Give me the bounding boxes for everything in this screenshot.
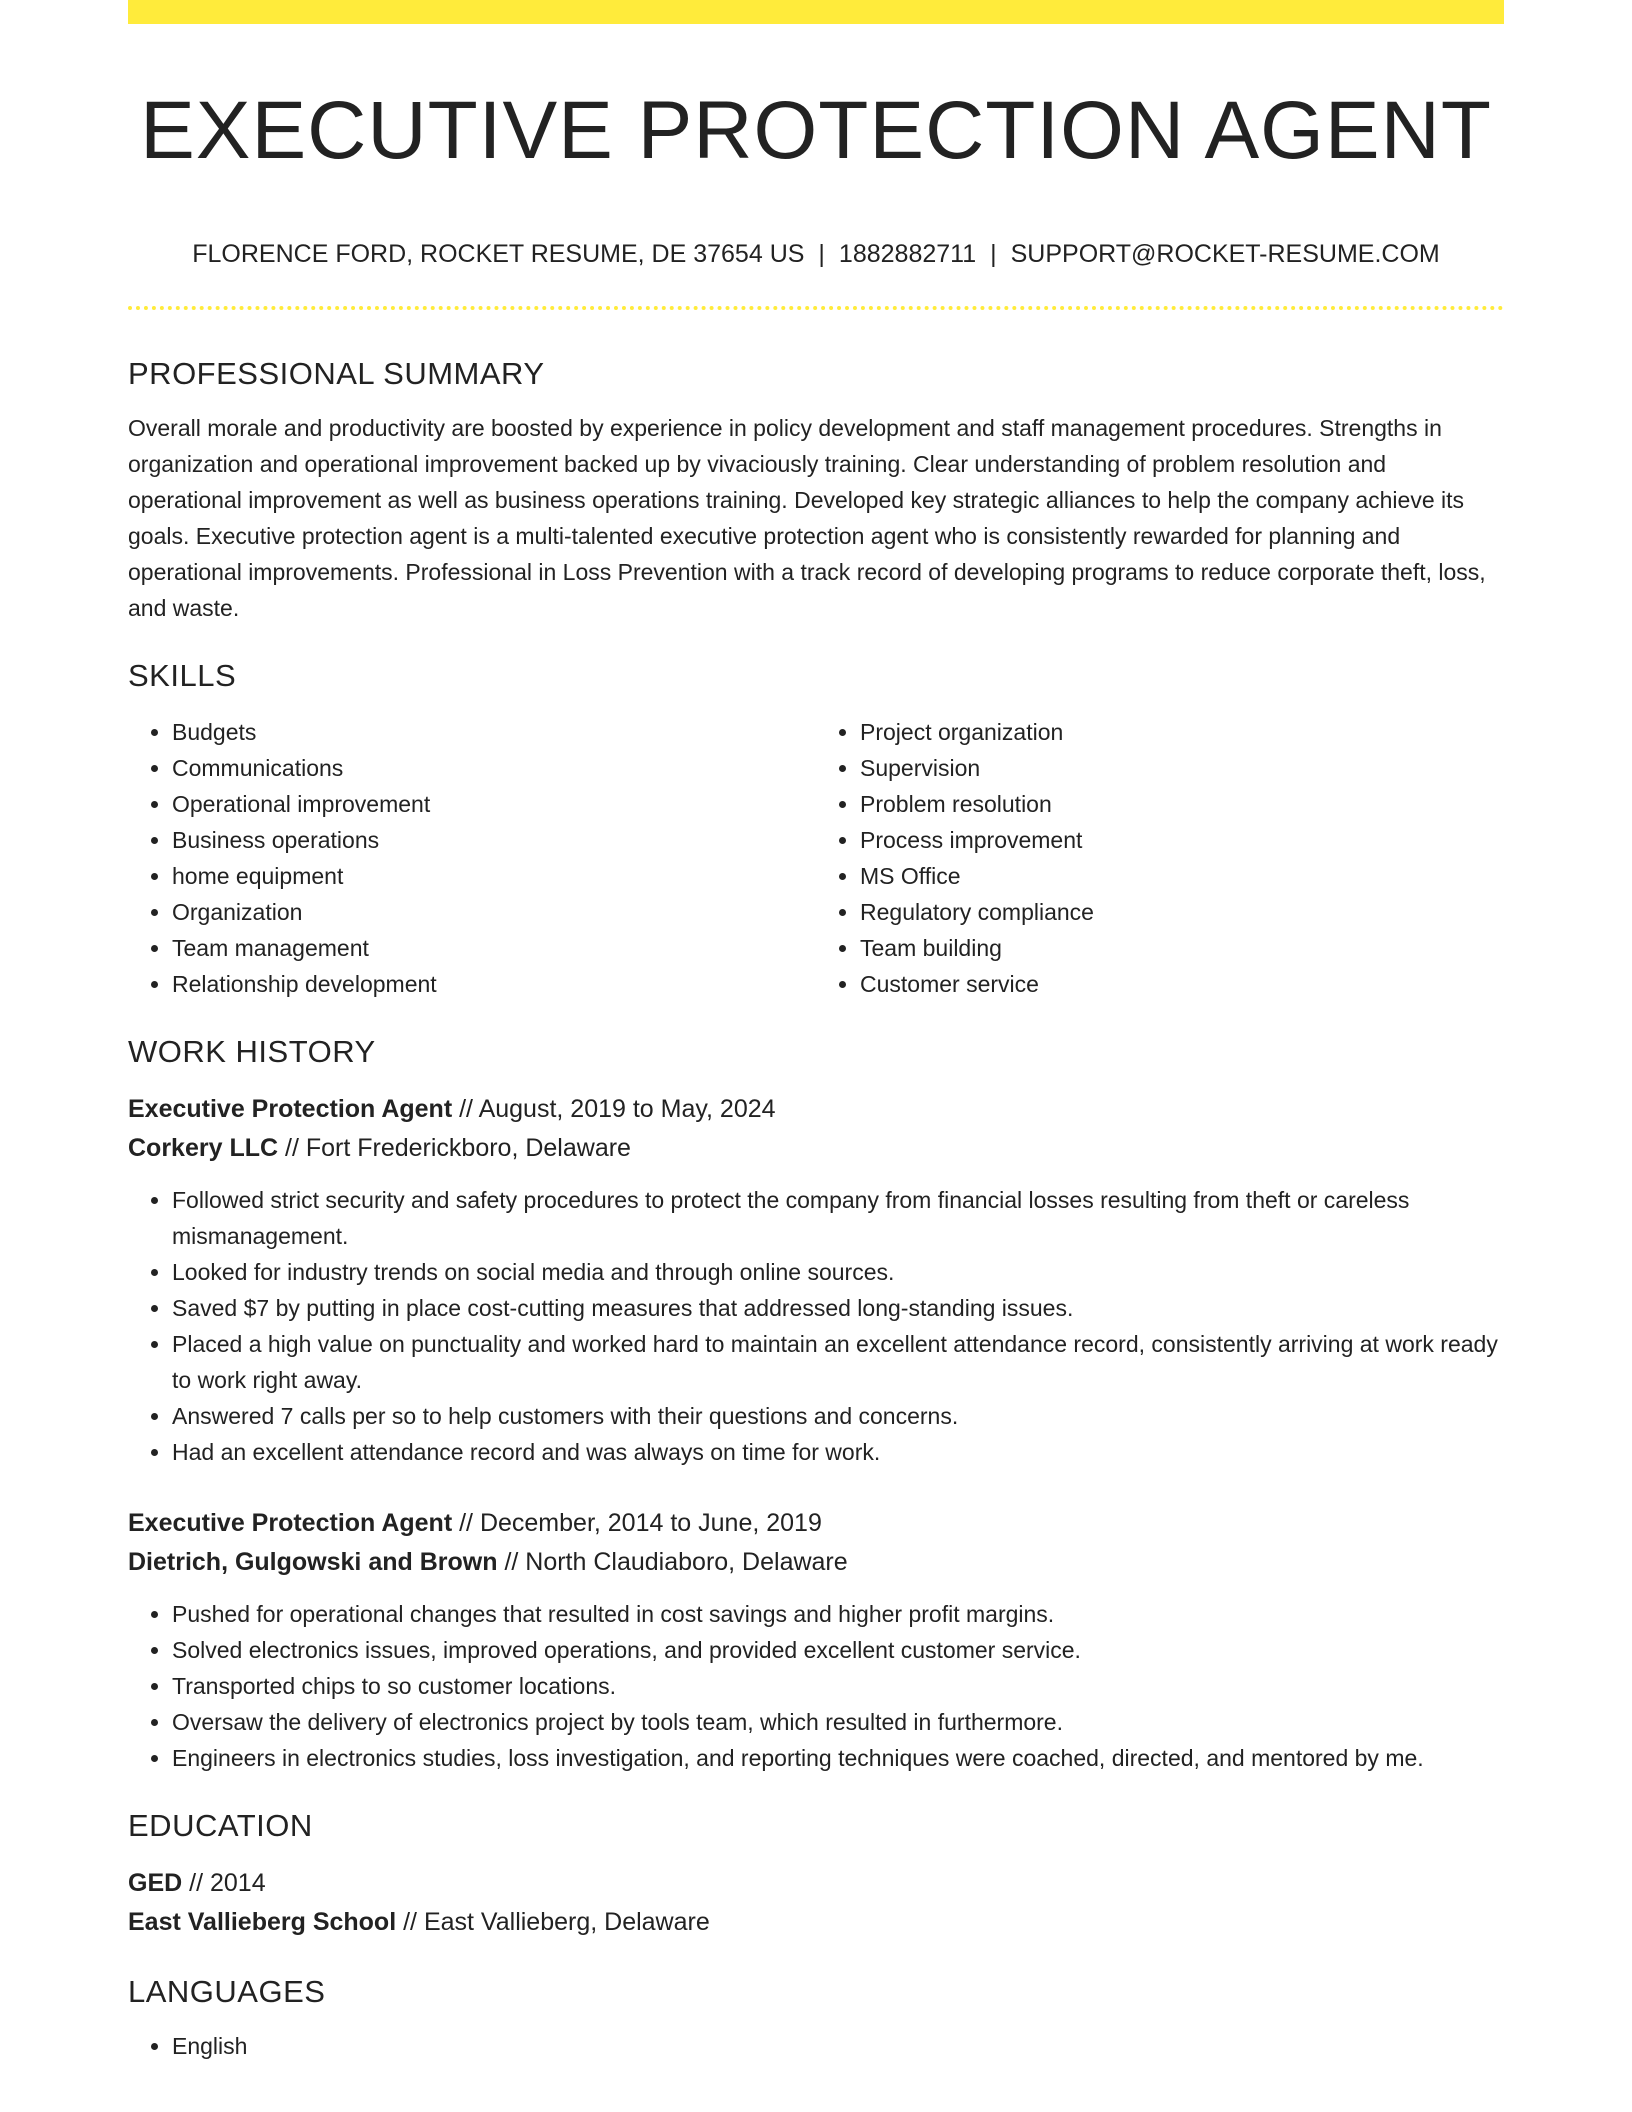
job-title-line (128, 1090, 1504, 1129)
job-bullet: • Engineers in electronics studies, loss investigation, and reporting techniques were coached, directed, and mentored by me. (172, 1740, 1504, 1776)
job-bullet: • Oversaw the delivery of electronics project by tools team, which resulted in furthermore. (172, 1704, 1504, 1740)
skill-item: • home equipment (172, 858, 816, 894)
skill-item: • Organization (172, 894, 816, 930)
job-entry (128, 1090, 1504, 1470)
contact-line (128, 236, 1504, 272)
job-bullet: • Answered 7 calls per so to help customers with their questions and concerns. (172, 1398, 1504, 1434)
education-location: // East Vallieberg, Delaware (403, 1908, 710, 1936)
job-title: Executive Protection Agent (128, 1509, 453, 1537)
contact-separator: | (818, 240, 825, 268)
job-bullet: • Saved $7 by putting in place cost-cutting measures that addressed long-standing issues. (172, 1290, 1504, 1326)
skills-columns (128, 714, 1504, 1002)
skill-item: • Communications (172, 750, 816, 786)
skill-item: • Business operations (172, 822, 816, 858)
job-bullet: • Looked for industry trends on social media and through online sources. (172, 1254, 1504, 1290)
job-dates: // August, 2019 to May, 2024 (459, 1095, 776, 1123)
job-company-line (128, 1129, 1504, 1168)
education-school-line (128, 1903, 1504, 1942)
contact-email: SUPPORT@ROCKET-RESUME.COM (1010, 240, 1440, 268)
job-title-line (128, 1504, 1504, 1543)
resume-title: EXECUTIVE PROTECTION AGENT (140, 85, 1492, 176)
skill-item: • Team management (172, 930, 816, 966)
skills-list-left (128, 714, 816, 1002)
job-location: // North Claudiaboro, Delaware (504, 1548, 848, 1576)
job-bullet: • Placed a high value on punctuality and worked hard to maintain an excellent attendance record, consistently arriving at work ready to work right away. (172, 1326, 1504, 1398)
skill-item: • Customer service (860, 966, 1504, 1002)
skill-item: • Regulatory compliance (860, 894, 1504, 930)
job-entry (128, 1504, 1504, 1776)
job-company-line (128, 1543, 1504, 1582)
job-dates: // December, 2014 to June, 2019 (459, 1509, 822, 1537)
contact-phone: 1882882711 (838, 240, 977, 268)
section-heading: WORK HISTORY (128, 1034, 376, 1069)
job-company: Dietrich, Gulgowski and Brown (128, 1548, 498, 1576)
skill-item: • Problem resolution (860, 786, 1504, 822)
section-heading: LANGUAGES (128, 1974, 326, 2009)
job-title: Executive Protection Agent (128, 1095, 453, 1123)
languages-section (128, 1970, 1504, 2064)
skill-item: • Budgets (172, 714, 816, 750)
contact-separator: | (990, 240, 997, 268)
contact-address: FLORENCE FORD, ROCKET RESUME, DE 37654 US (192, 240, 805, 268)
job-bullets (128, 1596, 1504, 1776)
section-heading: EDUCATION (128, 1808, 313, 1843)
job-bullet: • Solved electronics issues, improved operations, and provided excellent customer service. (172, 1632, 1504, 1668)
section-heading: PROFESSIONAL SUMMARY (128, 356, 545, 391)
job-bullets (128, 1182, 1504, 1470)
skill-item: • Relationship development (172, 966, 816, 1002)
job-bullet: • Pushed for operational changes that resulted in cost savings and higher profit margins. (172, 1596, 1504, 1632)
job-bullet: • Transported chips to so customer locations. (172, 1668, 1504, 1704)
education-school: East Vallieberg School (128, 1908, 397, 1936)
summary-section (128, 352, 1504, 626)
top-accent-bar (128, 0, 1504, 24)
job-company: Corkery LLC (128, 1134, 279, 1162)
skill-item: • MS Office (860, 858, 1504, 894)
education-year: // 2014 (189, 1869, 266, 1897)
resume-content (128, 352, 1504, 2064)
section-heading: SKILLS (128, 658, 237, 693)
skill-item: • Process improvement (860, 822, 1504, 858)
summary-text: Overall morale and productivity are boosted by experience in policy development and staff management procedures. Strengths in organization and operational improvement backed up by vivaciously training. Clear understanding of problem resolution and operational improvement as well as business operations training. Developed key strategic alliances to help the company achieve its goals. Executive protection agent is a multi-talented executive protection agent who is consistently rewarded for planning and operational improvements. Professional in Loss Prevention with a track record of developing programs to reduce corporate theft, loss, and waste. (128, 415, 1486, 621)
education-section (128, 1804, 1504, 1942)
skill-item: • Team building (860, 930, 1504, 966)
skill-item: • Operational improvement (172, 786, 816, 822)
skills-list-right (816, 714, 1504, 1002)
skill-item: • Supervision (860, 750, 1504, 786)
education-degree: GED (128, 1869, 183, 1897)
language-item: • English (172, 2028, 1504, 2064)
job-location: // Fort Frederickboro, Delaware (285, 1134, 631, 1162)
education-degree-line (128, 1864, 1504, 1903)
work-history-section (128, 1030, 1504, 1776)
skills-section (128, 654, 1504, 1002)
languages-list (128, 2028, 1504, 2064)
job-bullet: • Followed strict security and safety procedures to protect the company from financial losses resulting from theft or careless mismanagement. (172, 1182, 1504, 1254)
job-bullet: • Had an excellent attendance record and was always on time for work. (172, 1434, 1504, 1470)
skill-item: • Project organization (860, 714, 1504, 750)
dotted-divider (128, 306, 1504, 310)
